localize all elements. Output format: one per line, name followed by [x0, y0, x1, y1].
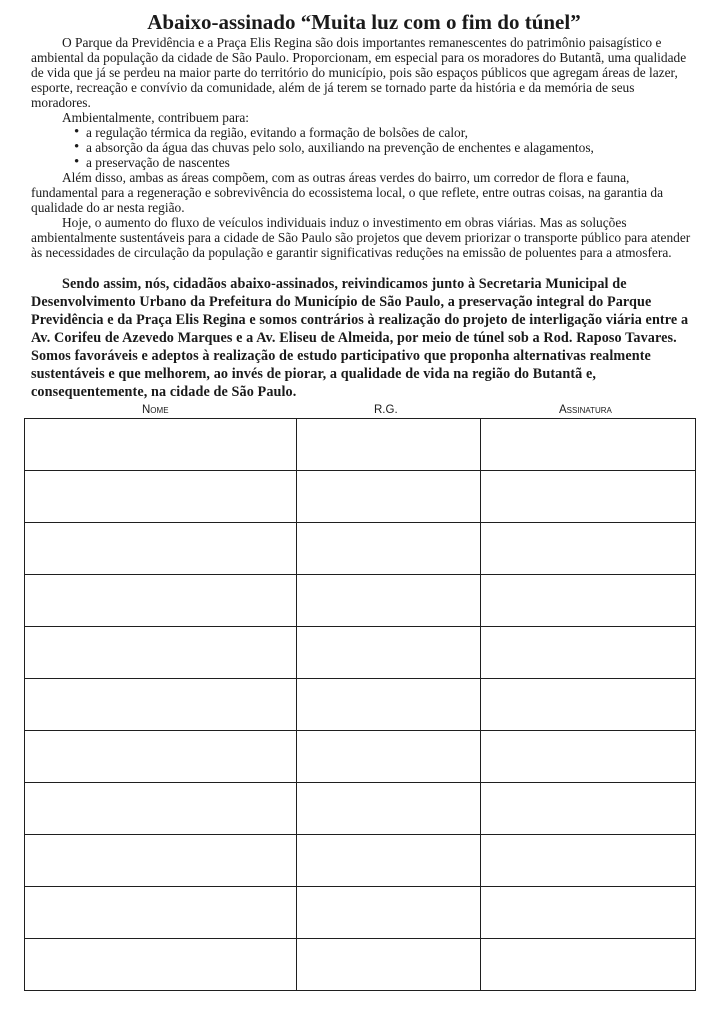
rg-cell[interactable]	[296, 939, 481, 991]
list-item: • a preservação de nascentes	[74, 155, 696, 170]
table-row	[25, 679, 696, 731]
nome-cell[interactable]	[25, 939, 297, 991]
paragraph-environment: Ambientalmente, contribuem para:	[62, 110, 250, 125]
column-header-assinatura: Assinatura	[559, 404, 612, 416]
rg-cell[interactable]	[296, 471, 481, 523]
demand-text: Sendo assim, nós, cidadãos abaixo-assinados, reivindicamos junto à Secretaria Municipal de Desenvolvimento Urbano da Prefeitura do Município de São Paulo, a preservação integral do Parque Previdência e da Praça Elis Regina e somos contrários à realização do projeto de interligação viária entre a Av. Corifeu de Azevedo Marques e a Av. Eliseu de Almeida, por meio de túnel sob a Rod. Raposo Tavares. Somos favoráveis e adeptos à realização de estudo participativo que proponha alternativas realmente sustentáveis e que melhorem, ao invés de piorar, a qualidade de vida na região do Butantã e, consequentemente, na cidade de São Paulo.	[31, 276, 689, 400]
assinatura-cell[interactable]	[481, 419, 696, 471]
nome-cell[interactable]	[25, 419, 297, 471]
rg-cell[interactable]	[296, 575, 481, 627]
list-item: • a absorção da água das chuvas pelo solo, auxiliando na prevenção de enchentes e alagamentos,	[74, 140, 696, 155]
table-row	[25, 523, 696, 575]
table-row	[25, 731, 696, 783]
list-item: • a regulação térmica da região, evitando a formação de bolsões de calor,	[74, 125, 696, 140]
table-row	[25, 939, 696, 991]
assinatura-cell[interactable]	[481, 835, 696, 887]
benefits-list	[31, 125, 696, 170]
rg-cell[interactable]	[296, 627, 481, 679]
rg-cell[interactable]	[296, 783, 481, 835]
nome-cell[interactable]	[25, 887, 297, 939]
assinatura-cell[interactable]	[481, 731, 696, 783]
nome-cell[interactable]	[25, 471, 297, 523]
column-header-rg: R.G.	[374, 404, 398, 416]
table-row	[25, 783, 696, 835]
nome-cell[interactable]	[25, 575, 297, 627]
rg-cell[interactable]	[296, 887, 481, 939]
rg-cell[interactable]	[296, 523, 481, 575]
assinatura-cell[interactable]	[481, 783, 696, 835]
paragraph-transport: Hoje, o aumento do fluxo de veículos individuais induz o investimento em obras viárias. Mas as soluções ambientalmente sustentáveis para a cidade de São Paulo são projetos que devem priorizar o transporte público para atender às necessidades de circulação da população e garantir significativas reduções na emissão de poluentes para a atmosfera.	[31, 215, 691, 260]
paragraph-corridor: Além disso, ambas as áreas compõem, com as outras áreas verdes do bairro, um corredor de flora e fauna, fundamental para a regeneração e sobrevivência do ecossistema local, o que reflete, entre outras coisas, na garantia da qualidade do ar nesta região.	[31, 170, 664, 215]
rg-cell[interactable]	[296, 419, 481, 471]
table-row	[25, 835, 696, 887]
assinatura-cell[interactable]	[481, 939, 696, 991]
table-row	[25, 627, 696, 679]
demand-paragraph	[31, 275, 696, 401]
rg-cell[interactable]	[296, 835, 481, 887]
assinatura-cell[interactable]	[481, 523, 696, 575]
nome-cell[interactable]	[25, 835, 297, 887]
nome-cell[interactable]	[25, 783, 297, 835]
paragraph-intro: O Parque da Previdência e a Praça Elis Regina são dois importantes remanescentes do patrimônio paisagístico e ambiental da população da cidade de São Paulo. Proporcionam, em especial para os moradores do Butantã, uma qualidade de vida que já se perdeu na maior parte do território do município, pois são espaços públicos que agregam áreas de lazer, esporte, recreação e convívio da comunidade, além de já terem se tornado parte da história e da memória de seus moradores.	[31, 35, 687, 110]
nome-cell[interactable]	[25, 523, 297, 575]
nome-cell[interactable]	[25, 731, 297, 783]
petition-body	[31, 35, 696, 260]
assinatura-cell[interactable]	[481, 887, 696, 939]
nome-cell[interactable]	[25, 679, 297, 731]
rg-cell[interactable]	[296, 731, 481, 783]
assinatura-cell[interactable]	[481, 471, 696, 523]
nome-cell[interactable]	[25, 627, 297, 679]
assinatura-cell[interactable]	[481, 679, 696, 731]
rg-cell[interactable]	[296, 679, 481, 731]
signature-table	[24, 418, 696, 991]
table-row	[25, 575, 696, 627]
page-title: Abaixo-assinado “Muita luz com o fim do túnel”	[147, 10, 581, 34]
assinatura-cell[interactable]	[481, 627, 696, 679]
table-row	[25, 419, 696, 471]
table-row	[25, 471, 696, 523]
column-header-nome: Nome	[142, 404, 169, 416]
table-row	[25, 887, 696, 939]
assinatura-cell[interactable]	[481, 575, 696, 627]
